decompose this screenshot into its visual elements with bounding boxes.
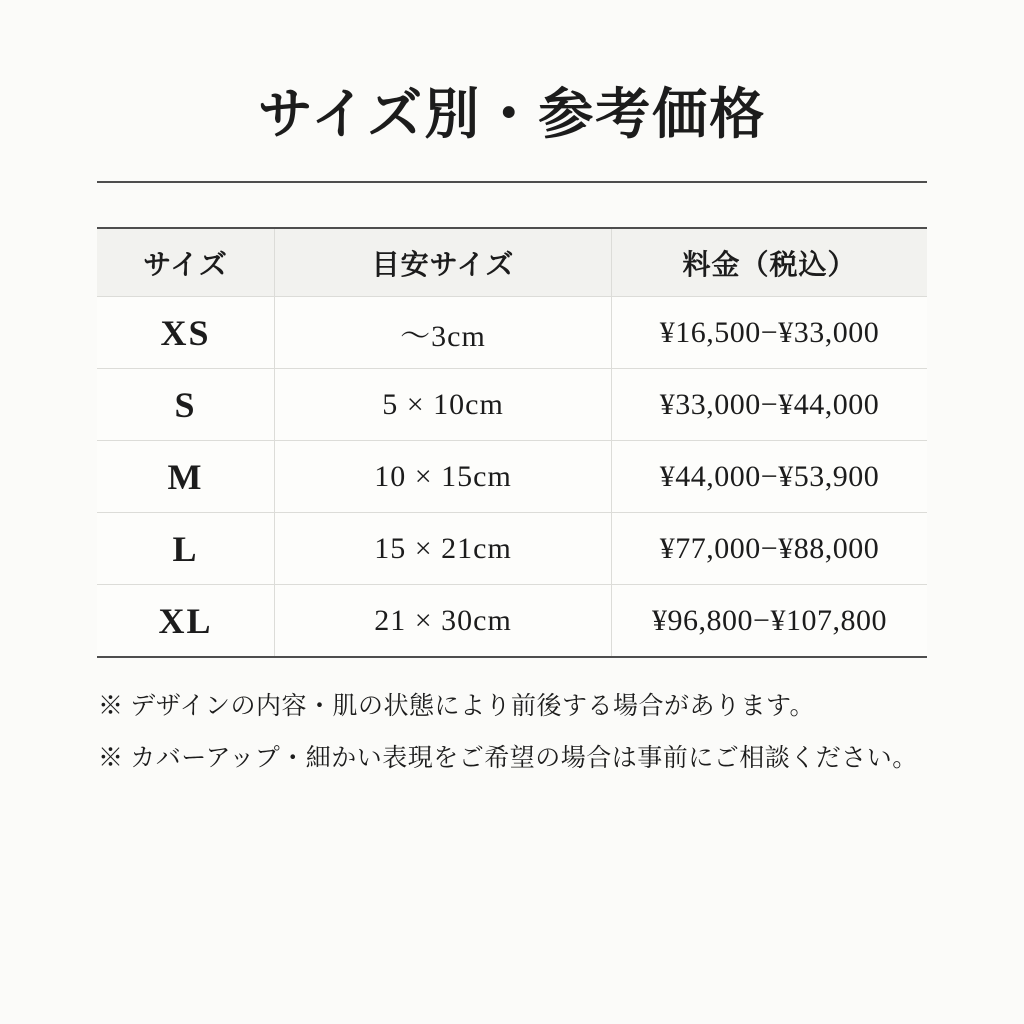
size-label: XL [97,585,275,656]
size-label: L [97,513,275,584]
table-row-m [97,440,927,512]
table-row-l [97,512,927,584]
table-row-s [97,368,927,440]
price-range: ¥44,000−¥53,900 [659,459,880,493]
price-range: ¥33,000−¥44,000 [659,387,880,421]
title-divider [97,181,927,183]
dimension-value: ～3cm [275,297,612,368]
page-title: サイズ別・参考価格 [257,84,767,145]
header-size: サイズ [97,229,275,296]
price-range: ¥16,500−¥33,000 [659,315,880,349]
price-range: ¥77,000−¥88,000 [659,531,880,565]
header-price: 料金（税込） [682,249,857,281]
price-table [97,227,927,658]
header-dimensions: 目安サイズ [275,229,612,296]
table-header-row [97,229,927,296]
dimension-value: 5 × 10cm [275,369,612,440]
dimension-value: 15 × 21cm [275,513,612,584]
table-row-xl [97,584,927,656]
price-range: ¥96,800−¥107,800 [652,603,887,637]
size-label: S [97,369,275,440]
dimension-value: 21 × 30cm [275,585,612,656]
dimension-value: 10 × 15cm [275,441,612,512]
size-label: XS [97,297,275,368]
table-row-xs [97,296,927,368]
size-label: M [97,441,275,512]
footnote-price-variance: ※ デザインの内容・肌の状態により前後する場合があります。 [98,693,816,720]
footnote-consultation: ※ カバーアップ・細かい表現をご希望の場合は事前にご相談ください。 [98,745,918,772]
